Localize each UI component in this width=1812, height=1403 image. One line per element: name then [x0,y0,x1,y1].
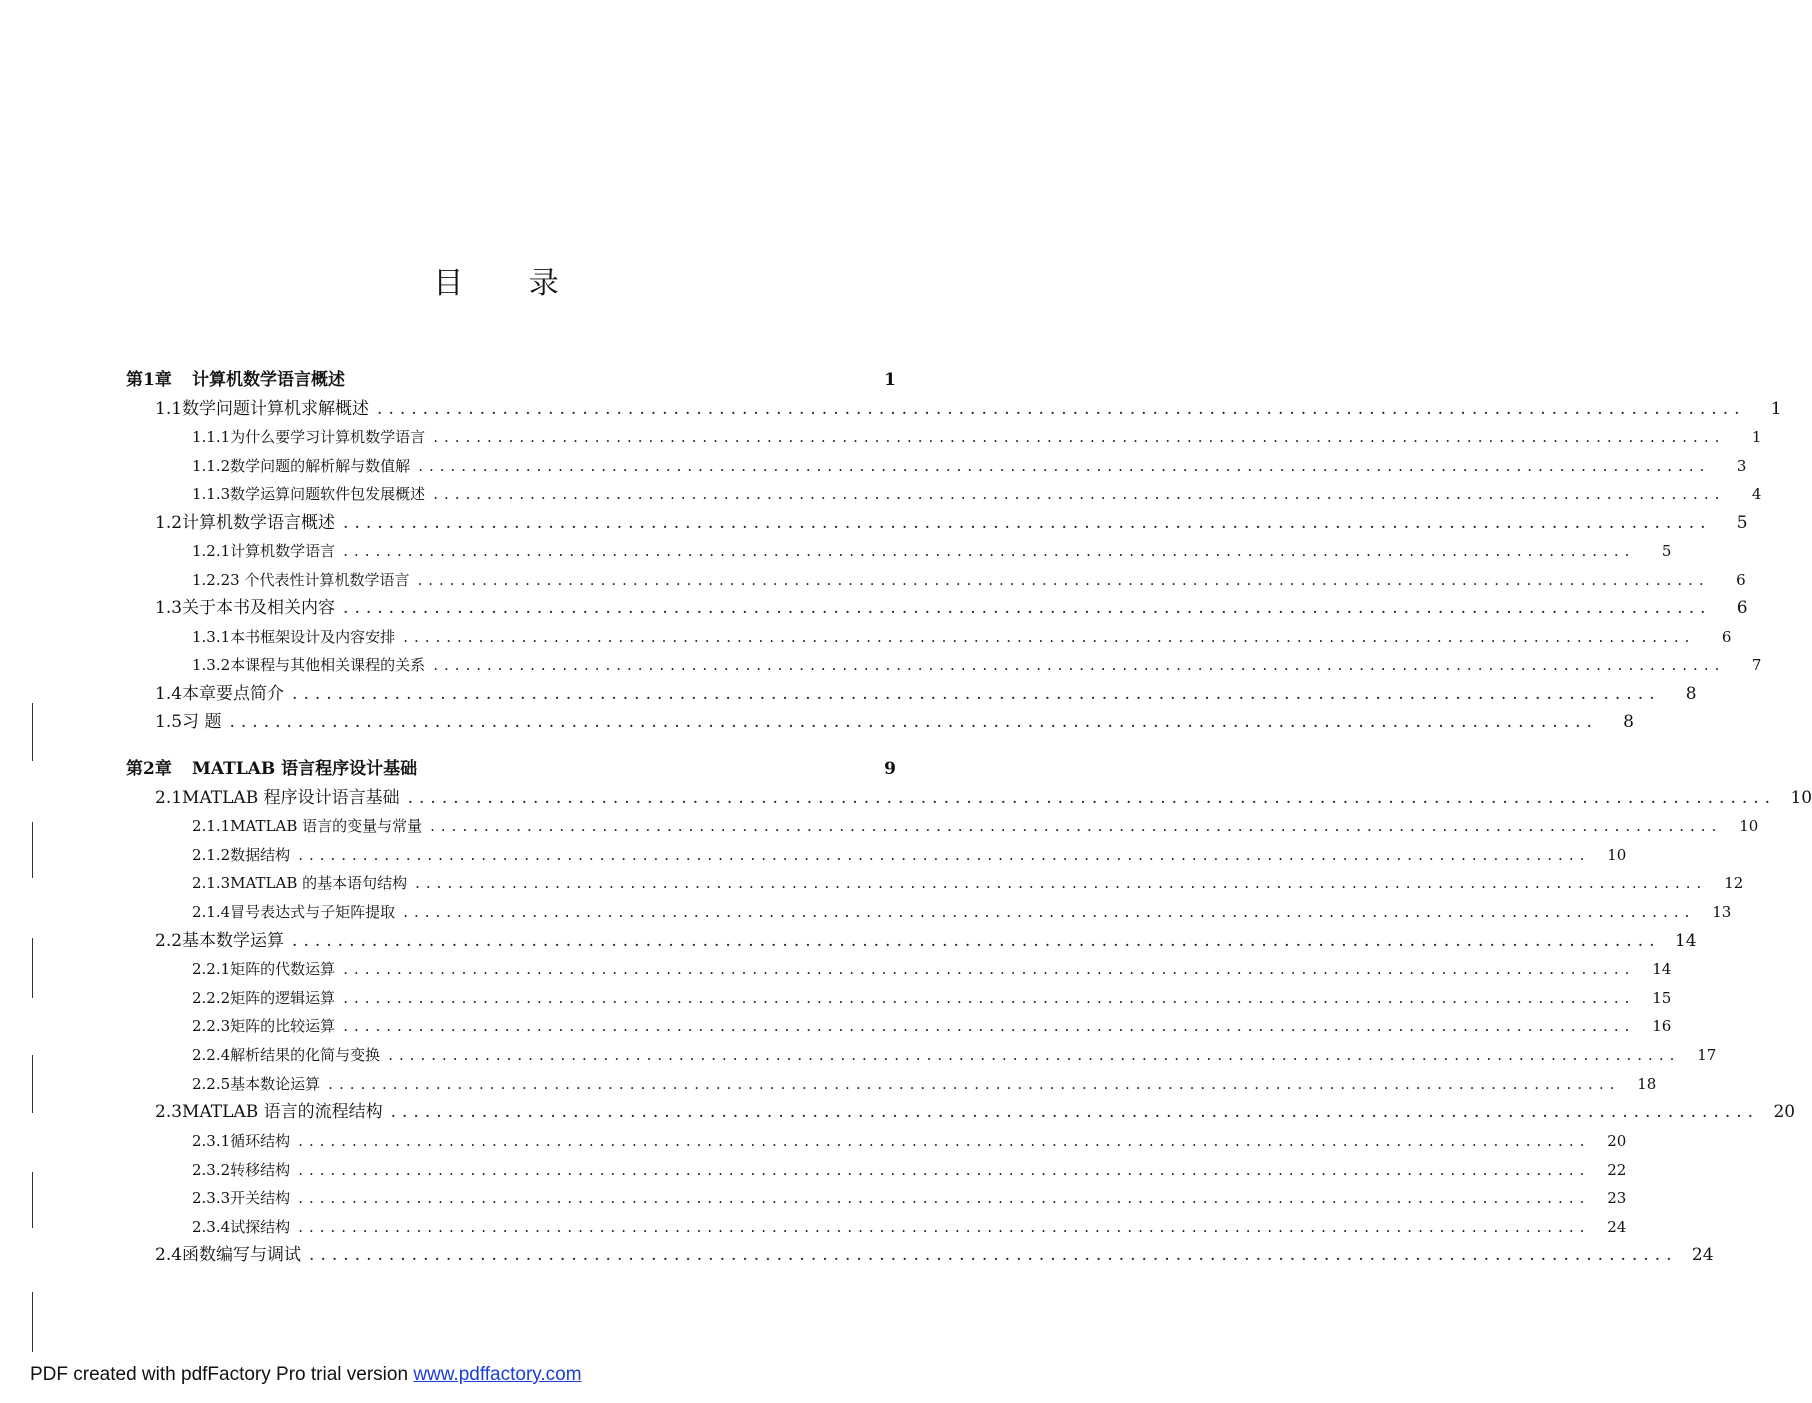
toc-entry[interactable] [192,649,1762,675]
toc-entry[interactable] [155,393,1782,419]
scan-edge-line [32,1292,33,1352]
toc-entry-title: 计算机数学语言概述 [192,370,345,390]
toc-entry-title: 试探结构 [230,1218,291,1236]
toc-entry-page: 4 [1751,485,1762,503]
toc-entry-title: 解析结果的化简与变换 [230,1046,381,1064]
toc-leader-dots: ........................................................................................................................ [433,485,1726,503]
toc-entry-number: 1.5 [155,712,183,732]
toc-leader-dots: ........................................................................................................................ [309,1245,1678,1265]
toc-entry-number: 1.1.3 [192,485,231,503]
scan-edge-line [32,938,33,998]
toc-entry-page: 16 [1652,1017,1672,1035]
toc-entry-title: MATLAB 语言的流程结构 [182,1102,383,1122]
toc-entry-page: 7 [1751,656,1762,674]
toc-leader-dots: ........................................................................................................................ [343,989,1636,1007]
toc-entry-page: 1 [1770,399,1782,419]
toc-entry-title: 计算机数学语言 [230,542,336,560]
toc-entry[interactable] [192,421,1762,447]
toc-entry-number: 2.1.2 [192,846,231,864]
toc-entry-number: 2.3 [155,1102,183,1122]
toc-entry-number: 1.3 [155,598,183,618]
toc-entry-page: 14 [1674,931,1697,951]
toc-leader-dots: ........................................................................................................................ [298,846,1591,864]
toc-entry-page: 17 [1697,1046,1717,1064]
toc-entry-page: 20 [1773,1102,1796,1122]
toc-entry[interactable] [126,753,896,779]
toc-entry-number: 1.3.1 [192,628,231,646]
toc-entry-title: 矩阵的逻辑运算 [230,989,336,1007]
footer-link[interactable]: www.pdffactory.com [413,1364,582,1385]
toc-entry[interactable] [192,1010,1672,1036]
toc-entry[interactable] [192,1182,1627,1208]
toc-entry[interactable] [155,1096,1796,1122]
toc-entry-page: 8 [1685,684,1697,704]
toc-entry[interactable] [192,621,1732,647]
toc-leader-dots: ........................................................................................................................ [229,712,1598,732]
toc-leader-dots: ........................................................................................................................ [430,817,1723,835]
toc-entry-page: 5 [1661,542,1672,560]
toc-entry-page: 1 [884,370,896,390]
toc-entry-page: 6 [1736,598,1748,618]
toc-entry-title: MATLAB 的基本语句结构 [230,874,408,892]
toc-entry-page: 10 [1739,817,1759,835]
toc-leader-dots: ........................................................................................................................ [388,1046,1681,1064]
toc-entry-title: 数学问题的解析解与数值解 [230,457,411,475]
toc-entry[interactable] [155,782,1812,808]
toc-entry[interactable] [192,1211,1627,1237]
toc-entry-title: 矩阵的代数运算 [230,960,336,978]
toc-leader-dots: ........................................................................................................................ [343,1017,1636,1035]
toc-entry[interactable] [192,839,1627,865]
toc-entry-number: 2.4 [155,1245,183,1265]
toc-entry-number: 1.1.1 [192,428,231,446]
toc-leader-dots: ........................................................................................................................ [433,656,1726,674]
toc-leader-dots: ........................................................................................................................ [298,1189,1591,1207]
toc-entry[interactable] [155,678,1697,704]
toc-entry-title: 循环结构 [230,1132,291,1150]
scan-edge-line [32,822,33,878]
toc-entry-page: 22 [1607,1161,1627,1179]
toc-entry-title: 开关结构 [230,1189,291,1207]
toc-leader-dots: ........................................................................................................................ [418,457,1711,475]
toc-leader-dots: ........................................................................................................................ [390,1102,1760,1122]
toc-entry-page: 6 [1736,571,1746,589]
page-title: 目 录 [433,266,587,301]
toc-entry-number: 2.1.3 [192,874,231,892]
toc-leader-dots: ........................................................................................................................ [298,1161,1591,1179]
toc-entry-page: 1 [1751,428,1762,446]
scan-edge-line [32,703,33,761]
toc-entry-title: 基本数学运算 [182,931,285,951]
toc-leader-dots: ........................................................................................................................ [407,788,1777,808]
toc-entry[interactable] [192,1154,1627,1180]
toc-entry-page: 23 [1607,1189,1627,1207]
toc-entry-title: 本章要点简介 [182,684,285,704]
toc-entry-page: 5 [1736,513,1748,533]
toc-entry-title: 冒号表达式与子矩阵提取 [230,903,396,921]
toc-entry-page: 10 [1607,846,1627,864]
toc-leader-dots: ........................................................................................................................ [343,598,1712,618]
toc-entry-number: 2.3.3 [192,1189,231,1207]
toc-leader-dots: ........................................................................................................................ [433,428,1726,446]
toc-entry-page: 9 [884,759,896,779]
toc-entry[interactable] [192,450,1747,476]
toc-entry-number: 1.1.2 [192,457,231,475]
toc-entry[interactable] [155,507,1748,533]
toc-entry-number: 1.4 [155,684,183,704]
toc-entry-page: 24 [1607,1218,1627,1236]
toc-entry-title: 为什么要学习计算机数学语言 [230,428,426,446]
toc-entry[interactable] [155,592,1748,618]
toc-entry-title: 计算机数学语言概述 [182,513,336,533]
toc-entry-number: 1.2.1 [192,542,231,560]
toc-entry-number: 1.2 [155,513,183,533]
toc-entry[interactable] [192,810,1759,836]
toc-entry-title: 数据结构 [230,846,291,864]
toc-entry-number: 2.3.4 [192,1218,231,1236]
toc-entry-number: 2.1.1 [192,817,231,835]
toc-leader-dots: ........................................................................................................................ [343,513,1712,533]
toc-entry-title: 转移结构 [230,1161,291,1179]
toc-entry-page: 12 [1724,874,1744,892]
toc-entry-title: 本书框架设计及内容安排 [230,628,396,646]
toc-entry-page: 6 [1721,628,1732,646]
footer-text: PDF created with pdfFactory Pro trial version [30,1364,414,1385]
toc-entry-number: 1.3.2 [192,656,231,674]
toc-leader-dots: ........................................................................................................................ [415,874,1708,892]
toc-entry-title: 3 个代表性计算机数学语言 [230,571,410,589]
toc-leader-dots: ........................................................................................................................ [328,1075,1621,1093]
toc-entry-title: 本课程与其他相关课程的关系 [230,656,426,674]
toc-entry-title: MATLAB 语言程序设计基础 [192,759,418,779]
toc-entry-page: 8 [1623,712,1634,732]
toc-entry-page: 10 [1790,788,1812,808]
toc-entry-number: 2.3.2 [192,1161,231,1179]
scan-edge-line [32,1172,33,1228]
toc-leader-dots: ........................................................................................................................ [298,1132,1591,1150]
toc-entry-number: 2.2.3 [192,1017,231,1035]
toc-entry-number: 1.1 [155,399,183,419]
toc-entry[interactable] [192,867,1744,893]
toc-leader-dots: ........................................................................................................................ [417,571,1710,589]
toc-entry-number: 2.3.1 [192,1132,231,1150]
toc-entry-number: 2.2.1 [192,960,231,978]
toc-entry-page: 14 [1652,960,1672,978]
toc-entry[interactable] [192,564,1746,590]
toc-entry-title: 数学问题计算机求解概述 [182,399,370,419]
toc-entry-page: 3 [1736,457,1747,475]
toc-entry-number: 2.1 [155,788,183,808]
toc-entry-title: 基本数论运算 [230,1075,321,1093]
toc-entry-title: 矩阵的比较运算 [230,1017,336,1035]
toc-entry-number: 第2章 [126,759,172,779]
toc-entry[interactable] [192,535,1672,561]
toc-entry-page: 18 [1637,1075,1657,1093]
toc-entry-page: 15 [1652,989,1672,1007]
toc-leader-dots: ........................................................................................................................ [343,542,1636,560]
toc-entry[interactable] [155,1239,1714,1265]
toc-leader-dots: ........................................................................................................................ [403,628,1696,646]
toc-leader-dots: ........................................................................................................................ [292,684,1661,704]
toc-entry-page: 24 [1691,1245,1714,1265]
toc-leader-dots: ........................................................................................................................ [377,399,1746,419]
toc-entry-number: 第1章 [126,370,172,390]
toc-entry-page: 20 [1607,1132,1627,1150]
toc-entry-title: 函数编写与调试 [182,1245,302,1265]
scan-edge-line [32,1055,33,1113]
toc-entry-number: 2.2.5 [192,1075,231,1093]
toc-entry[interactable] [155,706,1634,732]
toc-entry[interactable] [192,478,1762,504]
toc-entry-title: MATLAB 程序设计语言基础 [182,788,400,808]
toc-entry[interactable] [192,1125,1627,1151]
toc-entry-title: 关于本书及相关内容 [182,598,336,618]
toc-entry-number: 2.2.4 [192,1046,231,1064]
toc-entry-number: 1.2.2 [192,571,231,589]
toc-entry[interactable] [192,896,1732,922]
toc-entry-title: 数学运算问题软件包发展概述 [230,485,426,503]
toc-leader-dots: ........................................................................................................................ [403,903,1696,921]
toc-entry-title: 习 题 [182,712,222,732]
toc-entry-page: 13 [1712,903,1732,921]
toc-entry-number: 2.2.2 [192,989,231,1007]
toc-entry[interactable] [192,953,1672,979]
toc-entry-number: 2.2 [155,931,183,951]
toc-entry[interactable] [155,925,1697,951]
toc-entry-number: 2.1.4 [192,903,231,921]
toc-entry[interactable] [192,982,1672,1008]
toc-leader-dots: ........................................................................................................................ [292,931,1661,951]
toc-entry[interactable] [126,364,896,390]
pdf-footer [30,1364,582,1392]
toc-entry[interactable] [192,1068,1657,1094]
toc-leader-dots: ........................................................................................................................ [343,960,1636,978]
toc-entry-title: MATLAB 语言的变量与常量 [230,817,423,835]
toc-entry[interactable] [192,1039,1717,1065]
toc-leader-dots: ........................................................................................................................ [298,1218,1591,1236]
